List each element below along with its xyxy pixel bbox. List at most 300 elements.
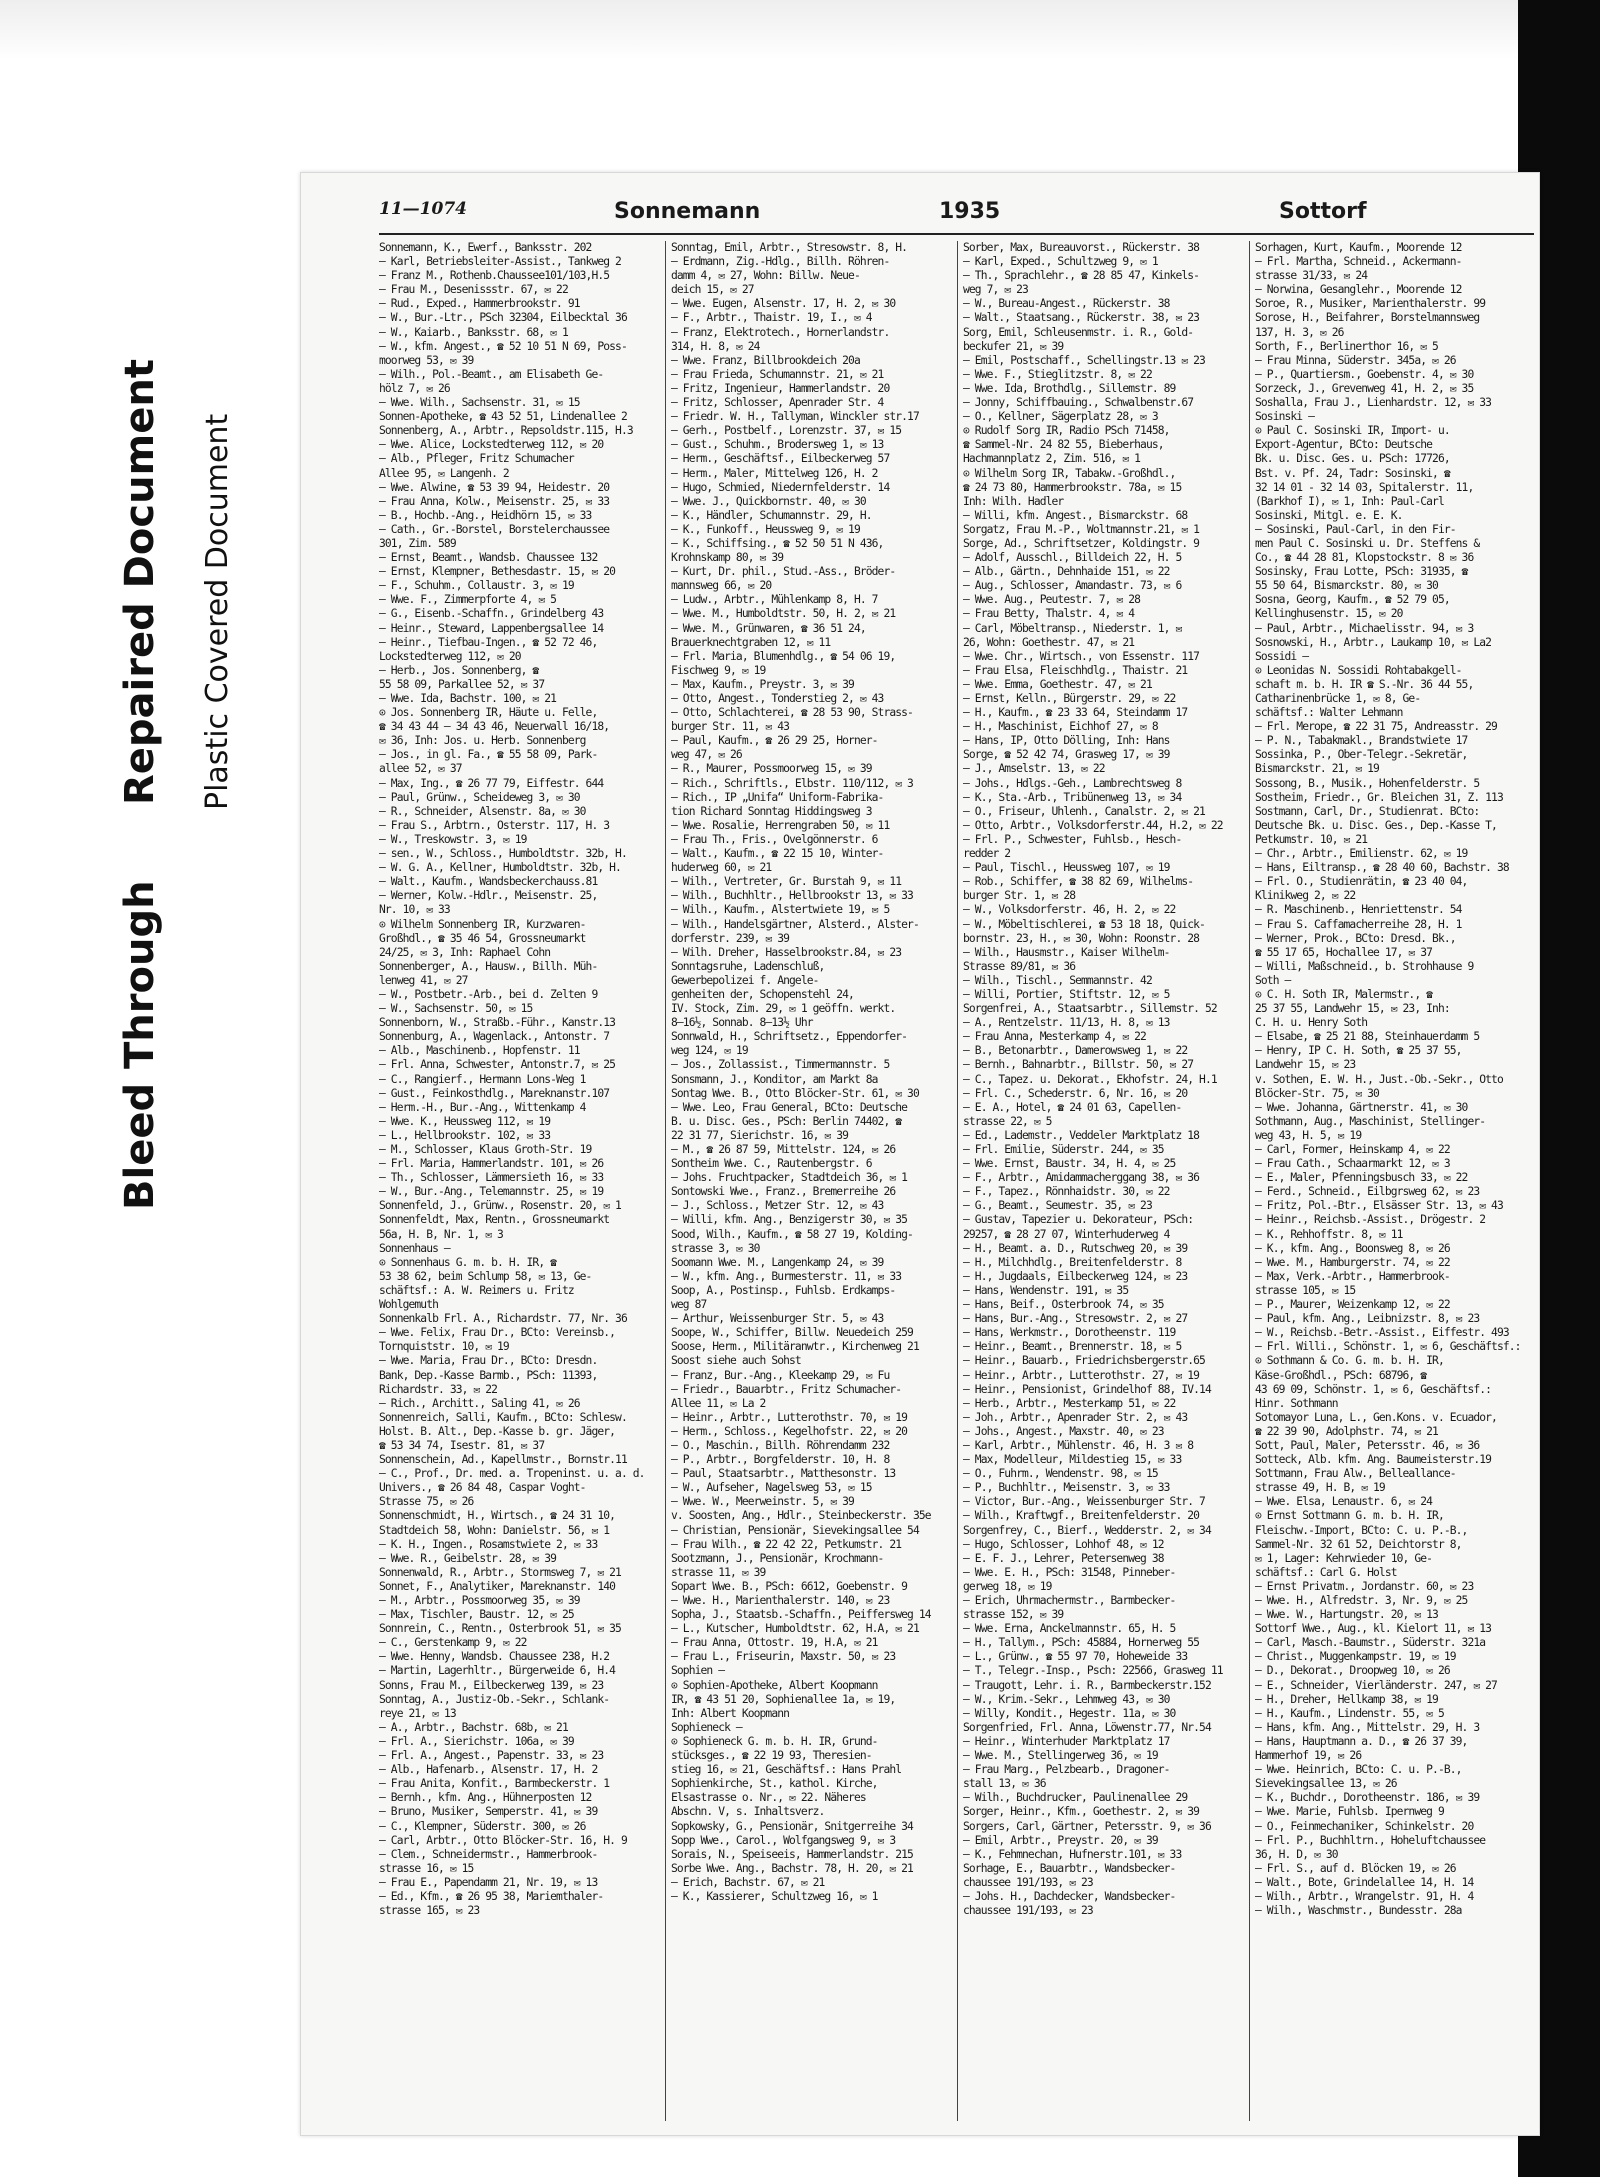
directory-entry: — Alb., Pfleger, Fritz Schumacher — [379, 452, 574, 466]
directory-entry: Bst. v. Pf. 24, Tadr: Sosinski, ☎ — [1255, 466, 1450, 480]
directory-entry: — A., Arbtr., Bachstr. 68b, ✉ 21 — [379, 1720, 568, 1734]
directory-entry: Sonnenhaus — — [379, 1241, 450, 1255]
directory-entry: Soomann Wwe. M., Langenkamp 24, ✉ 39 — [671, 1255, 884, 1269]
directory-entry: — Wwe. M., Grünwaren, ☎ 36 51 24, — [671, 621, 866, 635]
directory-entry: ⊙ C. H. Soth IR, Malermstr., ☎ — [1255, 987, 1433, 1001]
directory-entry: — W., Krim.-Sekr., Lehmweg 43, ✉ 30 — [963, 1692, 1170, 1706]
directory-entry: — W., Sachsenstr. 50, ✉ 15 — [379, 1002, 533, 1016]
directory-entry: — Wwe. Maria, Frau Dr., BCto: Dresdn. — [379, 1354, 598, 1368]
directory-entry: strasse 22, ✉ 5 — [963, 1114, 1052, 1128]
directory-entry: Kellinghusenstr. 15, ✉ 20 — [1255, 607, 1403, 621]
directory-entry: — M., ☎ 26 87 59, Mittelstr. 124, ✉ 26 — [671, 1143, 896, 1156]
directory-entry: — Wilh., Handelsgärtner, Alsterd., Alster- — [671, 917, 919, 931]
directory-entry: — Wwe. Johanna, Gärtnerstr. 41, ✉ 30 — [1255, 1100, 1468, 1114]
directory-entry: — Wwe. Alice, Lockstedterweg 112, ✉ 20 — [379, 438, 604, 452]
directory-entry: — P., Arbtr., Borgfelderstr. 10, H. 8 — [671, 1453, 890, 1467]
directory-entry: — K., Schiffsing., ☎ 52 50 51 N 436, — [671, 536, 884, 550]
directory-entry: Sorber, Max, Bureauvorst., Rückerstr. 38 — [963, 241, 1200, 254]
directory-entry: Lockstedterweg 112, ✉ 20 — [379, 649, 521, 663]
directory-entry: — Frl. C., Schederstr. 6, Nr. 16, ✉ 20 — [963, 1086, 1188, 1100]
directory-entry: — Hans, Beif., Osterbrook 74, ✉ 35 — [963, 1298, 1164, 1312]
directory-entry: — Fritz, Pol.-Btr., Elsässer Str. 13, ✉ 43 — [1255, 1199, 1503, 1213]
directory-entry: 32 14 01 - 32 14 03, Spitalerstr. 11, — [1255, 480, 1474, 494]
directory-entry: — Frl. Willi., Schönstr. 1, ✉ 6, Geschäftsf.: — [1255, 1340, 1521, 1354]
directory-entry: — K., Buchdr., Dorotheenstr. 186, ✉ 39 — [1255, 1791, 1480, 1805]
directory-entry: Sorgenfrei, A., Staatsarbtr., Sillemstr. 52 — [963, 1002, 1217, 1016]
directory-entry: Soose, Herm., Militäranwtr., Kirchenweg 21 — [671, 1340, 919, 1354]
directory-entry: — W. G. A., Kellner, Humboldtstr. 32b, H. — [379, 861, 621, 875]
directory-entry: Hammerhof 19, ✉ 26 — [1255, 1749, 1362, 1763]
directory-entry: — Johs., Hdlgs.-Geh., Lambrechtsweg 8 — [963, 776, 1182, 790]
directory-entry: — Herm., Maler, Mittelweg 126, H. 2 — [671, 466, 878, 480]
directory-entry: 22 31 77, Sierichstr. 16, ✉ 39 — [671, 1128, 849, 1142]
directory-entry: — Friedr., Bauarbtr., Fritz Schumacher- — [671, 1382, 902, 1396]
directory-entry: — P. N., Tabakmakl., Brandstwiete 17 — [1255, 734, 1468, 748]
directory-entry: genheiten der, Schopenstehl 24, — [671, 987, 854, 1001]
directory-entry: — Wwe. H., Marienthalerstr. 140, ✉ 23 — [671, 1594, 890, 1607]
directory-entry: — Wilh., Tischl., Semmannstr. 42 — [963, 973, 1152, 987]
directory-entry: dorferstr. 239, ✉ 39 — [671, 931, 790, 945]
directory-entry: — Hans, Bur.-Ang., Stresowstr. 2, ✉ 27 — [963, 1312, 1188, 1326]
directory-entry: Sothmann, Aug., Maschinist, Stellinger- — [1255, 1114, 1486, 1128]
directory-entry: — B., Hochb.-Ang., Heidhörn 15, ✉ 33 — [379, 508, 592, 522]
directory-entry: — Wwe. K., Heussweg 112, ✉ 19 — [379, 1114, 551, 1128]
directory-entry: Sonnenschein, Ad., Kapellmstr., Bornstr.11 — [379, 1453, 627, 1467]
directory-entry: — Wwe. Eugen, Alsenstr. 17, H. 2, ✉ 30 — [671, 297, 896, 311]
directory-entry: — Alb., Maschinenb., Hopfenstr. 11 — [379, 1044, 580, 1058]
directory-entry: — Hans, kfm. Ang., Mittelstr. 29, H. 3 — [1255, 1720, 1480, 1734]
directory-entry: Sonnenborn, W., Straßb.-Führ., Kanstr.13 — [379, 1016, 616, 1030]
directory-entry: Soope, W., Schiffer, Billw. Neuedeich 259 — [671, 1326, 913, 1340]
directory-entry: — A., Rentzelstr. 11/13, H. 8, ✉ 13 — [963, 1016, 1170, 1030]
directory-columns — [379, 241, 1534, 2121]
directory-entry: Inh: Wilh. Hadler — [963, 494, 1064, 508]
header-last-name: Sottorf — [1279, 199, 1367, 224]
directory-entry: — Victor, Bur.-Ang., Weissenburger Str. 7 — [963, 1495, 1205, 1509]
directory-entry: Gewerbepolizei f. Angele- — [671, 973, 819, 987]
directory-entry: Sophieneck — — [671, 1720, 742, 1734]
directory-entry: — Chr., Arbtr., Emilienstr. 62, ✉ 19 — [1255, 847, 1468, 861]
directory-entry: — Wwe. F., Zimmerpforte 4, ✉ 5 — [379, 593, 557, 607]
directory-entry: — Heinr., Beamt., Brennerstr. 18, ✉ 5 — [963, 1340, 1182, 1354]
directory-entry: 26, Wohn: Goethestr. 47, ✉ 21 — [963, 635, 1135, 649]
directory-entry: — Frl. Maria, Hammerlandstr. 101, ✉ 26 — [379, 1157, 604, 1171]
directory-entry: — C., Rangierf., Hermann Lons-Weg 1 — [379, 1072, 586, 1086]
directory-entry: schaft m. b. H. IR ☎ S.-Nr. 36 44 55, — [1255, 677, 1474, 691]
directory-entry: — Walt., Bote, Grindelallee 14, H. 14 — [1255, 1875, 1474, 1889]
directory-entry: hölz 7, ✉ 26 — [379, 381, 450, 395]
directory-entry: ☎ 34 43 44 — 34 43 46, Neuerwall 16/18, — [379, 720, 610, 734]
directory-entry: — Frl. S., auf d. Blöcken 19, ✉ 26 — [1255, 1861, 1456, 1875]
directory-entry: — Frl. A., Angest., Papenstr. 33, ✉ 23 — [379, 1749, 604, 1763]
directory-entry: stall 13, ✉ 36 — [963, 1777, 1046, 1791]
directory-entry: — Ernst Privatm., Jordanstr. 60, ✉ 23 — [1255, 1579, 1474, 1593]
directory-entry: — Wilh., Waschmstr., Bundesstr. 28a — [1255, 1904, 1462, 1918]
directory-entry: Sonnwald, H., Schriftsetz., Eppendorfer- — [671, 1030, 908, 1044]
directory-entry: Soost siehe auch Sohst — [671, 1354, 801, 1368]
directory-entry: — K., Händler, Schumannstr. 29, H. — [671, 508, 872, 522]
directory-entry: — F., Arbtr., Amidammacherggang 38, ✉ 36 — [963, 1171, 1200, 1185]
directory-entry: Sonnenberg, A., Arbtr., Repsoldstr.115, H.3 — [379, 424, 633, 438]
directory-entry: — Johs. H., Dachdecker, Wandsbecker- — [963, 1889, 1176, 1903]
directory-entry: — Alb., Hafenarb., Alsenstr. 17, H. 2 — [379, 1763, 598, 1777]
directory-entry: — Hans, Hauptmann a. D., ☎ 26 37 39, — [1255, 1734, 1468, 1748]
directory-entry: — Frau Anna, Mesterkamp 4, ✉ 22 — [963, 1030, 1146, 1044]
directory-entry: — Wwe. H., Alfredstr. 3, Nr. 9, ✉ 25 — [1255, 1594, 1468, 1607]
directory-entry: — Erich, Bachstr. 67, ✉ 21 — [671, 1875, 825, 1889]
directory-entry: — Hugo, Schlosser, Lohhof 48, ✉ 12 — [963, 1537, 1164, 1551]
directory-entry: — Herb., Arbtr., Mesterkamp 51, ✉ 22 — [963, 1396, 1176, 1410]
directory-entry: Sostmann, Carl, Dr., Studienrat. BCto: — [1255, 804, 1480, 818]
directory-entry: — R., Schneider, Alsenstr. 8a, ✉ 30 — [379, 804, 586, 818]
directory-entry: mannsweg 66, ✉ 20 — [671, 579, 772, 593]
directory-entry: — Frau S., Arbtrn., Osterstr. 117, H. 3 — [379, 818, 610, 832]
directory-entry: Soroe, R., Musiker, Marienthalerstr. 99 — [1255, 297, 1486, 311]
directory-entry: Allee 95, ✉ Langenh. 2 — [379, 466, 509, 480]
directory-entry: ⊙ Ernst Sottmann G. m. b. H. IR, — [1255, 1509, 1444, 1523]
directory-entry: — G., Eisenb.-Schaffn., Grindelberg 43 — [379, 607, 604, 621]
directory-entry: Bk. u. Disc. Ges. u. PSch: 17726, — [1255, 452, 1450, 466]
directory-entry: — Wwe. Henny, Wandsb. Chaussee 238, H.2 — [379, 1650, 610, 1664]
directory-entry: — H., Milchhdlg., Breitenfelderstr. 8 — [963, 1255, 1182, 1269]
directory-entry: — Carl, Former, Heinskamp 4, ✉ 22 — [1255, 1143, 1450, 1156]
directory-entry: — Karl, Arbtr., Mühlenstr. 46, H. 3 ✉ 8 — [963, 1438, 1194, 1452]
directory-entry: — Ernst, Beamt., Wandsb. Chaussee 132 — [379, 551, 598, 565]
directory-entry: 55 58 09, Parkallee 52, ✉ 37 — [379, 677, 545, 691]
directory-entry: — H., Beamt. a. D., Rutschweg 20, ✉ 39 — [963, 1241, 1188, 1255]
directory-entry: — Wwe. F., Stieglitzstr. 8, ✉ 22 — [963, 367, 1152, 381]
directory-entry: — W., Aufseher, Nagelsweg 53, ✉ 15 — [671, 1481, 872, 1495]
directory-entry: — Erdmann, Zig.-Hdlg., Billh. Röhren- — [671, 255, 890, 269]
directory-entry: — Arthur, Weissenburger Str. 5, ✉ 43 — [671, 1312, 884, 1326]
directory-entry: Blöcker-Str. 75, ✉ 30 — [1255, 1086, 1379, 1100]
directory-entry: Export-Agentur, BCto: Deutsche — [1255, 438, 1433, 452]
directory-entry: Sonnen-Apotheke, ☎ 43 52 51, Lindenallee 2 — [379, 410, 627, 424]
directory-entry: — Frau Betty, Thalstr. 4, ✉ 4 — [963, 607, 1135, 621]
directory-entry: — Hans, Eiltransp., ☎ 28 40 60, Bachstr. 38 — [1255, 861, 1509, 875]
directory-entry: — H., Dreher, Hellkamp 38, ✉ 19 — [1255, 1692, 1438, 1706]
directory-entry: — Ferd., Schneid., Eilbgrsweg 62, ✉ 23 — [1255, 1185, 1480, 1199]
directory-entry: — Friedr. W. H., Tallyman, Winckler str.17 — [671, 410, 919, 424]
directory-entry: — E., Maler, Pfenningsbusch 33, ✉ 22 — [1255, 1171, 1468, 1185]
directory-entry: 25 37 55, Landwehr 15, ✉ 23, Inh: — [1255, 1002, 1450, 1016]
directory-entry: — Werner, Prok., BCto: Dresd. Bk., — [1255, 931, 1456, 945]
directory-entry: — K., Fehmnechan, Hufnerstr.101, ✉ 33 — [963, 1847, 1182, 1861]
directory-entry: Sontag Wwe. B., Otto Blöcker-Str. 61, ✉ 30 — [671, 1086, 919, 1100]
label-repaired-document: Repaired Document — [117, 359, 163, 805]
directory-entry: — Hans, Wendenstr. 191, ✉ 35 — [963, 1283, 1129, 1297]
directory-entry: 56a, H. B, Nr. 1, ✉ 3 — [379, 1227, 503, 1241]
directory-entry: strasse 11, ✉ 39 — [671, 1565, 766, 1579]
directory-entry: Landwehr 15, ✉ 23 — [1255, 1058, 1356, 1072]
directory-entry: ⊙ Paul C. Sosinski IR, Import- u. — [1255, 424, 1450, 438]
directory-entry: — Heinr., Steward, Lappenbergsallee 14 — [379, 621, 604, 635]
directory-entry: — P., Buchhltr., Meisenstr. 3, ✉ 33 — [963, 1481, 1170, 1495]
header-first-name: Sonnemann — [614, 199, 761, 224]
directory-entry: — Paul, kfm. Ang., Leibnizstr. 8, ✉ 23 — [1255, 1312, 1480, 1326]
directory-entry: 314, H. 8, ✉ 24 — [671, 339, 760, 353]
condition-labels — [95, 310, 265, 1210]
directory-entry: — Wwe. Felix, Frau Dr., BCto: Vereinsb., — [379, 1326, 616, 1340]
directory-entry: — Karl, Betriebsleiter-Assist., Tankweg 2 — [379, 255, 621, 269]
directory-entry: — Willi, Maßschneid., b. Strohhause 9 — [1255, 959, 1474, 973]
directory-entry: — Rich., Architt., Saling 41, ✉ 26 — [379, 1396, 580, 1410]
directory-entry: — Frl. P., Buchhltrn., Hoheluftchaussee — [1255, 1833, 1486, 1847]
directory-entry: — Otto, Arbtr., Volksdorferstr.44, H.2, ✉ 22 — [963, 818, 1223, 832]
directory-entry: — R., Maurer, Possmoorweg 15, ✉ 39 — [671, 762, 872, 776]
directory-entry: IR, ☎ 43 51 20, Sophienallee 1a, ✉ 19, — [671, 1692, 896, 1706]
directory-entry: weg 43, H. 5, ✉ 19 — [1255, 1128, 1362, 1142]
directory-entry: Sievekingsallee 13, ✉ 26 — [1255, 1777, 1397, 1791]
directory-entry: — K. H., Ingen., Rosamstwiete 2, ✉ 33 — [379, 1537, 598, 1551]
directory-entry: — Paul, Kaufm., ☎ 26 29 25, Horner- — [671, 734, 878, 748]
directory-entry: ☎ Sammel-Nr. 24 82 55, Bieberhaus, — [963, 438, 1164, 452]
directory-entry: — Kurt, Dr. phil., Stud.-Ass., Bröder- — [671, 565, 896, 579]
directory-entry: Sonnemann, K., Ewerf., Banksstr. 202 — [379, 241, 592, 254]
directory-entry: — Hans, IP, Otto Dölling, Inh: Hans — [963, 734, 1170, 748]
directory-entry: — Wwe. M., Humboldtstr. 50, H. 2, ✉ 21 — [671, 607, 896, 621]
directory-page — [300, 172, 1540, 2136]
directory-entry: — Elsabe, ☎ 25 21 88, Steinhauerdamm 5 — [1255, 1030, 1480, 1044]
directory-entry: Sosinski, Mitgl. e. E. K. — [1255, 508, 1403, 522]
directory-entry: bornstr. 23, H., ✉ 30, Wohn: Roonstr. 28 — [963, 931, 1200, 945]
directory-entry: tion Richard Sonntag Hiddingsweg 3 — [671, 804, 872, 818]
directory-entry: Krohnskamp 80, ✉ 39 — [671, 551, 784, 565]
directory-entry: — Paul, Staatsarbtr., Matthesonstr. 13 — [671, 1467, 896, 1481]
directory-entry: stücksges., ☎ 22 19 93, Theresien- — [671, 1749, 872, 1763]
directory-entry: — Frl. Merope, ☎ 22 31 75, Andreasstr. 29 — [1255, 720, 1497, 734]
directory-entry: (Barkhof I), ✉ 1, Inh: Paul-Carl — [1255, 494, 1444, 508]
directory-entry: ⊙ Wilhelm Sonnenberg IR, Kurzwaren- — [379, 917, 586, 931]
directory-entry: Petkumstr. 10, ✉ 21 — [1255, 832, 1368, 846]
directory-entry: — Heinr., Pensionist, Grindelhof 88, IV.14 — [963, 1382, 1211, 1396]
directory-entry: — Walt., Kaufm., ☎ 22 15 10, Winter- — [671, 847, 884, 861]
directory-entry: Strasse 89/81, ✉ 36 — [963, 959, 1076, 973]
directory-entry: 24/25, ✉ 3, Inh: Raphael Cohn — [379, 945, 551, 959]
directory-entry: IV. Stock, Zim. 29, ✉ 1 geöffn. werkt. — [671, 1002, 896, 1016]
directory-entry: Sonns, Frau M., Eilbeckerweg 139, ✉ 23 — [379, 1678, 604, 1692]
directory-entry: ⊙ Sonnenhaus G. m. b. H. IR, ☎ — [379, 1255, 557, 1269]
directory-entry: — Wilh., Buchhltr., Hellbrookstr 13, ✉ 33 — [671, 889, 913, 903]
directory-entry: Sotteck, Alb. kfm. Ang. Baumeisterstr.19 — [1255, 1453, 1492, 1467]
directory-entry: — W., Volksdorferstr. 46, H. 2, ✉ 22 — [963, 903, 1176, 917]
directory-entry: — B., Betonarbtr., Damerowsweg 1, ✉ 22 — [963, 1044, 1188, 1058]
directory-entry: — Wwe. Wilh., Sachsenstr. 31, ✉ 15 — [379, 396, 580, 410]
directory-entry: Catharinenbrücke 1, ✉ 8, Ge- — [1255, 692, 1421, 705]
directory-entry: ⊙ Jos. Sonnenberg IR, Häute u. Felle, — [379, 706, 598, 720]
directory-entry: Sorbe Wwe. Ang., Bachstr. 78, H. 20, ✉ 21 — [671, 1861, 913, 1875]
directory-entry: Sopp Wwe., Carol., Wolfgangsweg 9, ✉ 3 — [671, 1833, 896, 1847]
directory-entry: lenweg 41, ✉ 27 — [379, 973, 468, 987]
directory-entry: Sottorf Wwe., Aug., kl. Kielort 11, ✉ 13 — [1255, 1622, 1492, 1636]
column-4 — [1255, 241, 1535, 2121]
directory-entry: — Wwe. Elsa, Lenaustr. 6, ✉ 24 — [1255, 1495, 1433, 1509]
directory-entry: strasse 3, ✉ 30 — [671, 1241, 760, 1255]
directory-entry: schäftsf.: A. W. Reimers u. Fritz — [379, 1283, 574, 1297]
directory-entry: Soth — — [1255, 973, 1291, 987]
directory-entry: Tornquiststr. 10, ✉ 19 — [379, 1340, 509, 1354]
directory-entry: ☎ 53 34 74, Isestr. 81, ✉ 37 — [379, 1438, 545, 1452]
header-year: 1935 — [939, 199, 1001, 224]
directory-entry: Bismarckstr. 21, ✉ 19 — [1255, 762, 1379, 776]
directory-entry: Sorgers, Carl, Gärtner, Petersstr. 9, ✉ 36 — [963, 1819, 1211, 1833]
directory-entry: Sorzeck, J., Grevenweg 41, H. 2, ✉ 35 — [1255, 381, 1474, 395]
directory-entry: — W., Bur.-Ang., Telemannstr. 25, ✉ 19 — [379, 1185, 604, 1199]
directory-entry: Sonntag, A., Justiz-Ob.-Sekr., Schlank- — [379, 1692, 610, 1706]
directory-entry: — Willy, Kondit., Hegestr. 11a, ✉ 30 — [963, 1706, 1176, 1720]
directory-entry: — F., Tapez., Rönnhaidstr. 30, ✉ 22 — [963, 1185, 1170, 1199]
directory-entry: — Wilh., Hausmstr., Kaiser Wilhelm- — [963, 945, 1170, 959]
scan-top-shade — [0, 0, 1518, 60]
directory-entry: Sorhage, E., Bauarbtr., Wandsbecker- — [963, 1861, 1176, 1875]
directory-entry: Sonntagsruhe, Ladenschluß, — [671, 959, 825, 973]
directory-entry: Sosinski — — [1255, 410, 1315, 424]
directory-entry: — L., Kutscher, Humboldtstr. 62, H.A, ✉ 21 — [671, 1622, 919, 1636]
directory-entry: — Ernst, Kelln., Bürgerstr. 29, ✉ 22 — [963, 692, 1176, 705]
directory-entry: — Wwe. R., Geibelstr. 28, ✉ 39 — [379, 1551, 557, 1565]
directory-entry: — Alb., Gärtn., Dehnhaide 151, ✉ 22 — [963, 565, 1170, 579]
directory-entry: Sotomayor Luna, L., Gen.Kons. v. Ecuador, — [1255, 1410, 1497, 1424]
directory-entry: Sott, Paul, Maler, Petersstr. 46, ✉ 36 — [1255, 1438, 1480, 1452]
directory-entry: — Rud., Exped., Hammerbrookstr. 91 — [379, 297, 580, 311]
directory-entry: — Rich., Schriftls., Elbstr. 110/112, ✉ 3 — [671, 776, 913, 790]
directory-entry: — Frau Anita, Konfit., Barmbeckerstr. 1 — [379, 1777, 610, 1791]
directory-entry: — Paul, Grünw., Scheideweg 3, ✉ 30 — [379, 790, 580, 804]
directory-entry: — Max, Ing., ☎ 26 77 79, Eiffestr. 644 — [379, 776, 604, 790]
directory-entry: Sorth, F., Berlinerthor 16, ✉ 5 — [1255, 339, 1438, 353]
column-divider — [665, 241, 666, 2121]
directory-entry: — G., Beamt., Seumestr. 35, ✉ 23 — [963, 1199, 1152, 1213]
directory-entry: — C., Prof., Dr. med. a. Tropeninst. u. a. d. — [379, 1467, 645, 1481]
directory-entry: — Gustav, Tapezier u. Dekorateur, PSch: — [963, 1213, 1194, 1227]
column-2 — [671, 241, 951, 2121]
directory-entry: — Erich, Uhrmachermstr., Barmbecker- — [963, 1594, 1176, 1607]
directory-entry: — Frau L., Friseurin, Maxstr. 50, ✉ 23 — [671, 1650, 896, 1664]
column-1 — [379, 241, 659, 2121]
directory-entry: — Wwe. E. H., PSch: 31548, Pinneber- — [963, 1565, 1176, 1579]
directory-entry: Sorhagen, Kurt, Kaufm., Moorende 12 — [1255, 241, 1462, 254]
directory-entry: — R. Maschinenb., Henriettenstr. 54 — [1255, 903, 1462, 917]
directory-entry: — Frau Cath., Schaarmarkt 12, ✉ 3 — [1255, 1157, 1450, 1171]
directory-entry: — Frl. P., Schwester, Fuhlsb., Hesch- — [963, 832, 1182, 846]
directory-entry: — Carl, Arbtr., Otto Blöcker-Str. 16, H. 9 — [379, 1833, 627, 1847]
directory-entry: Käse-Großhdl., PSch: 68796, ☎ — [1255, 1368, 1427, 1382]
directory-entry: Sosnowski, H., Arbtr., Laukamp 10, ✉ La2 — [1255, 635, 1492, 649]
directory-entry: — Th., Schlosser, Lämmersieth 16, ✉ 33 — [379, 1171, 604, 1185]
directory-entry: — Gust., Feinkosthdlg., Mareknanstr.107 — [379, 1086, 610, 1100]
directory-entry: — H., Maschinist, Eichhof 27, ✉ 8 — [963, 720, 1158, 734]
directory-entry: — Th., Sprachlehr., ☎ 28 85 47, Kinkels- — [963, 269, 1200, 283]
directory-entry: Sopha, J., Staatsb.-Schaffn., Peiffersweg 14 — [671, 1608, 931, 1622]
directory-entry: — J., Amselstr. 13, ✉ 22 — [963, 762, 1105, 776]
directory-entry: — Werner, Kolw.-Hdlr., Meisenstr. 25, — [379, 889, 598, 903]
directory-entry: — Jos., Zollassist., Timmermannstr. 5 — [671, 1058, 890, 1072]
directory-entry: — Wwe. Alwine, ☎ 53 39 94, Heidestr. 20 — [379, 480, 610, 494]
directory-entry: Sontheim Wwe. C., Rautenbergstr. 6 — [671, 1157, 872, 1171]
directory-entry: — Clem., Schneidermstr., Hammerbrook- — [379, 1847, 598, 1861]
directory-entry: — Frau Frieda, Schumannstr. 21, ✉ 21 — [671, 367, 884, 381]
directory-entry: Fleischw.-Import, BCto: C. u. P.-B., — [1255, 1523, 1468, 1537]
directory-entry: — W., Bureau-Angest., Rückerstr. 38 — [963, 297, 1170, 311]
directory-entry: Klinikweg 2, ✉ 22 — [1255, 889, 1356, 903]
directory-entry: — F., Arbtr., Thaistr. 19, I., ✉ 4 — [671, 311, 872, 325]
directory-entry: — Gust., Schuhm., Brodersweg 1, ✉ 13 — [671, 438, 884, 452]
directory-entry: C. H. u. Henry Soth — [1255, 1016, 1368, 1030]
directory-entry: — Frl. Martha, Schneid., Ackermann- — [1255, 255, 1462, 269]
directory-entry: — Frau Anna, Ottostr. 19, H.A, ✉ 21 — [671, 1636, 878, 1650]
directory-entry: Sorge, ☎ 52 42 74, Grasweg 17, ✉ 39 — [963, 748, 1170, 762]
directory-entry: v. Sothen, E. W. H., Just.-Ob.-Sekr., Otto — [1255, 1072, 1503, 1086]
directory-entry: — Walt., Kaufm., Wandsbeckerchauss.81 — [379, 875, 598, 889]
directory-entry: Sonnet, F., Analytiker, Mareknanstr. 140 — [379, 1579, 616, 1593]
directory-entry: 53 38 62, beim Schlump 58, ✉ 13, Ge- — [379, 1269, 592, 1283]
directory-entry: — W., Postbetr.-Arb., bei d. Zelten 9 — [379, 987, 598, 1001]
directory-entry: — K., Sta.-Arb., Tribünenweg 13, ✉ 34 — [963, 790, 1182, 804]
directory-entry: — Ed., Kfm., ☎ 26 95 38, Mariemthaler- — [379, 1889, 604, 1903]
directory-entry: Strasse 75, ✉ 26 — [379, 1495, 474, 1509]
directory-entry: strasse 105, ✉ 15 — [1255, 1283, 1356, 1297]
directory-entry: — Frl. A., Sierichstr. 106a, ✉ 39 — [379, 1734, 574, 1748]
directory-entry: Sonnenschmidt, H., Wirtsch., ☎ 24 31 10, — [379, 1509, 616, 1523]
directory-entry: — Paul, Arbtr., Michaelisstr. 94, ✉ 3 — [1255, 621, 1474, 635]
directory-entry: 43 69 09, Schönstr. 1, ✉ 6, Geschäftsf.: — [1255, 1382, 1492, 1396]
directory-entry: ☎ 55 17 65, Hochallee 17, ✉ 37 — [1255, 945, 1433, 959]
directory-entry: deich 15, ✉ 27 — [671, 283, 754, 297]
directory-entry: — D., Dekorat., Droopweg 10, ✉ 26 — [1255, 1664, 1450, 1678]
directory-entry: Großhdl., ☎ 35 46 54, Grossneumarkt — [379, 931, 586, 945]
directory-entry: — O., Maschin., Billh. Röhrendamm 232 — [671, 1438, 890, 1452]
directory-entry: — Frau Anna, Kolw., Meisenstr. 25, ✉ 33 — [379, 494, 610, 508]
column-divider — [1249, 241, 1250, 2121]
directory-entry: — Rich., IP „Unifa“ Uniform-Fabrika- — [671, 790, 884, 804]
directory-entry: Sossidi — — [1255, 649, 1309, 663]
directory-entry: Sonnenfeld, J., Grünw., Rosenstr. 20, ✉ 1 — [379, 1199, 621, 1213]
directory-entry: — Otto, Angest., Tonderstieg 2, ✉ 43 — [671, 692, 884, 705]
directory-entry: reye 21, ✉ 13 — [379, 1706, 456, 1720]
directory-entry: ✉ 1, Lager: Kehrwieder 10, Ge- — [1255, 1551, 1433, 1565]
directory-entry: Bank, Dep.-Kasse Barmb., PSch: 11393, — [379, 1368, 598, 1382]
directory-entry: Soop, A., Postinsp., Fuhlsb. Erdkamps- — [671, 1283, 896, 1297]
directory-entry: B. u. Disc. Ges., PSch: Berlin 74402, ☎ — [671, 1114, 902, 1128]
directory-entry: huderweg 60, ✉ 21 — [671, 861, 772, 875]
directory-entry: Sonnenburg, A., Wagenlack., Antonstr. 7 — [379, 1030, 610, 1044]
directory-entry: Sonnrein, C., Rentn., Osterbrook 51, ✉ 35 — [379, 1622, 621, 1636]
directory-entry: — W., Bur.-Ltr., PSch 32304, Eilbecktal 36 — [379, 311, 627, 325]
directory-entry: — W., Reichsb.-Betr.-Assist., Eiffestr. 493 — [1255, 1326, 1509, 1340]
directory-entry: — Hugo, Schmied, Niedernfelderstr. 14 — [671, 480, 890, 494]
directory-entry: — Wwe. Heinrich, BCto: C. u. P.-B., — [1255, 1763, 1462, 1777]
directory-entry: — Heinr., Tiefbau-Ingen., ☎ 52 72 46, — [379, 635, 598, 649]
directory-entry: 137, H. 3, ✉ 26 — [1255, 325, 1344, 339]
directory-entry: — Carl, Möbeltransp., Niederstr. 1, ✉ — [963, 621, 1182, 635]
directory-entry: — Herm.-H., Bur.-Ang., Wittenkamp 4 — [379, 1100, 586, 1114]
directory-entry: — Wwe. Ida, Brothdlg., Sillemstr. 89 — [963, 381, 1176, 395]
directory-entry: — Max, Tischler, Baustr. 12, ✉ 25 — [379, 1608, 574, 1622]
directory-entry: — Christian, Pensionär, Sievekingsallee 54 — [671, 1523, 919, 1537]
directory-entry: Sossong, B., Musik., Hohenfelderstr. 5 — [1255, 776, 1480, 790]
directory-entry: Richardstr. 33, ✉ 22 — [379, 1382, 498, 1396]
directory-entry: — Wilh., Kaufm., Alstertwiete 19, ✉ 5 — [671, 903, 890, 917]
directory-entry: strasse 152, ✉ 39 — [963, 1608, 1064, 1622]
directory-entry: — Norwina, Gesanglehr., Moorende 12 — [1255, 283, 1462, 297]
directory-entry: — Willi, kfm. Angest., Bismarckstr. 68 — [963, 508, 1188, 522]
directory-entry: Sorgatz, Frau M.-P., Woltmannstr.21, ✉ 1 — [963, 522, 1200, 536]
directory-entry: — Herm., Geschäftsf., Eilbeckerweg 57 — [671, 452, 890, 466]
directory-entry: — Sosinski, Paul-Carl, in den Fir- — [1255, 522, 1456, 536]
directory-entry: — Frau S. Caffamacherreihe 28, H. 1 — [1255, 917, 1462, 931]
directory-entry: — Heinr., Winterhuder Marktplatz 17 — [963, 1734, 1170, 1748]
directory-entry: — Willi, kfm. Ang., Benzigerstr 30, ✉ 35 — [671, 1213, 908, 1227]
